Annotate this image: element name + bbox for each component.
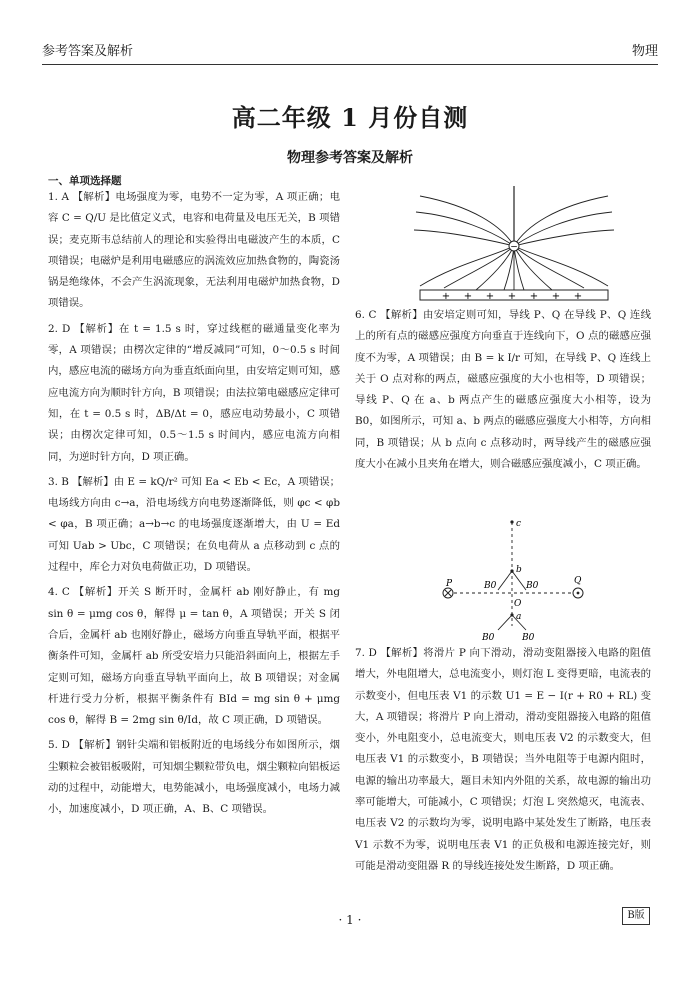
answer-q5: 5. D 【解析】钢针尖端和铝板附近的电场线分布如图所示，烟尘颗粒会被铝板吸附，可知烟尘颗粒带负电，烟尘颗粒向铝板运动的过程中，动能增大，电势能减小，电场强度减小，电场力减小，加速度减小，D 项正确，A、B、C 项错误。 [48,739,340,816]
page-header [42,0,658,62]
answer-q1: 1. A 【解析】电场强度为零，电势不一定为零，A 项正确；电容 C = Q/U 是比值定义式，电容和电荷量及电压无关，B 项错误；麦克斯韦总结前人的理论和实验得出电磁波产生的本质，C 项错误；电磁炉是利用电磁感应的涡流效应加热食物的，陶瓷汤锅是绝缘体，不会产生涡流现象，无法利用电磁炉加热食物，D 项错误。 [48,191,340,310]
label-B0-right-upper: B0 [526,581,539,591]
right-column-bottom [355,643,651,881]
answer-q7: 7. D 【解析】将滑片 P 向下滑动，滑动变阻器接入电路的阻值增大，外电阻增大，总电流变小，则灯泡 L 变得更暗，电流表的示数变小，但电压表 V1 的示数 U1 = E − I(r + R0 + RL) 变大，A 项错误；将滑片 P 向上滑动，滑动变阻器接入电路的阻值变小，外电阻变小，总电流变大，则电压表 V2 的示数变大，但电压表 V1 的示数变小，B 项错误；当外电阻等于电源内阻时，电源的输出功率最大，题目未知内外阻的关系，故电源的输出功率可能增大，可能减小，C 项错误；灯泡 L 突然熄灭，电流表、电压表 V2 的示数均为零，说明电路中某处发生了断路，电压表 V1 示数不为零，说明电压表 V1 的正负极和电源连接完好，则可能是滑动变阻器 R 的导线连接处发生断路，D 项正确。 [355,647,651,872]
plate-plus-2: + [463,291,473,302]
plate-plus-3: + [485,291,495,302]
plate-plus-5: + [529,291,539,302]
label-b: b [516,565,522,575]
page-title: 高二年级 1 月份自测 [231,103,469,132]
right-column-top [355,305,651,479]
label-B0-right-lower: B0 [522,633,535,643]
label-B0-left-lower: B0 [482,633,495,643]
label-P: P [446,579,453,589]
answer-q2: 2. D 【解析】在 t = 1.5 s 时，穿过线框的磁通量变化率为零，A 项错误；由楞次定律的“增反减同”可知，0～0.5 s 时间内，感应电流的磁场方向为垂直纸面向里，由安培定则可知，感应电流方向为顺时针方向，B 项错误；由法拉第电磁感应定律可知，在 t = 0.5 s 时，ΔB/Δt = 0，感应电动势最小，C 项错误；由楞次定律可知，0.5～1.5 s 时间内，感应电流方向相同，为逆时针方向，D 项正确。 [48,322,340,463]
label-O: O [514,599,522,609]
label-a: a [516,612,522,622]
left-column [48,187,340,825]
answer-q4: 4. C 【解析】开关 S 断开时，金属杆 ab 刚好静止，有 mg sin θ = μmg cos θ，解得 μ = tan θ，A 项错误；开关 S 闭合后，金属杆 ab 也刚好静止，磁场方向垂直导轨平面，根据平衡条件可知，金属杆 ab 所受安培力只能沿斜面向上，根据左手定则可知，磁场方向垂直导轨平面向上，故 B 项错误；对金属杆进行受力分析，根据平衡条件有 BId = mg sin θ + μmg cos θ，解得 B = 2mg sin θ/Id，故 C 项正确，D 项错误。 [48,586,340,727]
label-B0-left-upper: B0 [484,581,497,591]
answer-q6: 6. C 【解析】由安培定则可知，导线 P、Q 在导线 P、Q 连线上的所有点的磁感应强度方向垂直于连线向下，O 点的磁感应强度不为零，A 项错误；由 B = k I/r 可知，在导线 P、Q 连线上关于 O 点对称的两点，磁感应强度的大小也相等，D 项错误；导线 P、Q 在 a、b 两点产生的磁感应强度大小相等，设为 B0，如图所示，可知 a、b 两点的磁感应强度大小相等，方向相同，B 项错误；从 b 点向 c 点移动时，两导线产生的磁感应强度大小在减小且夹角在增大，则合磁感应强度减小，C 项正确。 [355,309,651,471]
version-badge: B版 [622,907,650,925]
plate-plus-4: + [507,291,517,302]
label-Q: Q [574,576,582,586]
field-lines-figure [412,186,616,306]
label-c: c [516,519,522,529]
section-heading: 一、单项选择题 [48,175,122,187]
plate-plus-1: + [441,291,451,302]
header-rule [42,64,658,65]
page-number: · 1 · [338,913,362,927]
plate-plus-6: + [551,291,561,302]
header-left: 参考答案及解析 [42,44,134,59]
header-subject: 物理 [631,44,658,59]
plate-plus-7: + [573,291,583,302]
page-subtitle: 物理参考答案及解析 [287,150,413,166]
answer-q3: 3. B 【解析】由 E = kQ/r² 可知 Ea < Eb < Ec，A 项错误；电场线方向由 c→a，沿电场线方向电势逐渐降低，则 φc < φb < φa，B 项正确；a→b→c 的电场强度逐渐增大，由 U = Ed 可知 Uab > Ubc，C 项错误；在负电荷从 a 点移动到 c 点的过程中，库仑力对负电荷做正功，D 项错误。 [48,475,340,574]
magnetic-field-figure [436,516,606,644]
needle-sign: − [510,242,518,253]
